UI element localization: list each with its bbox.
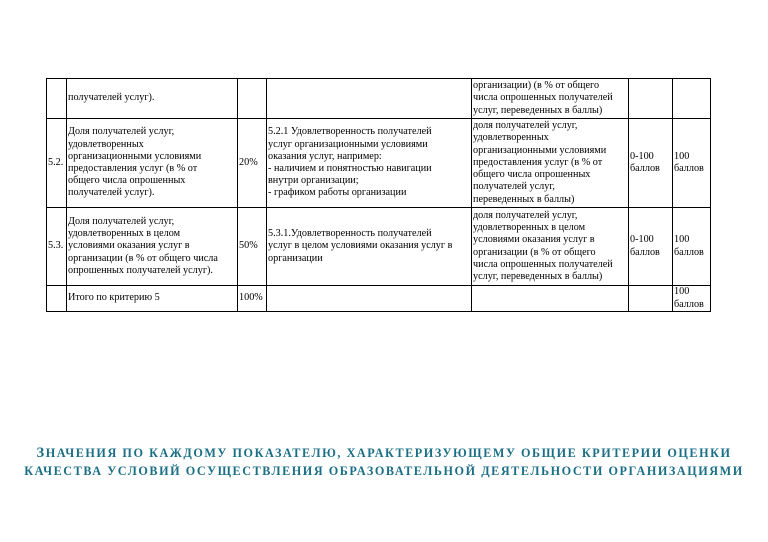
cell-measure: доля получателей услуг, удовлетворенных организационными условиями предоставления услуг (в % от общего числа опрошенных получателей услуг, переведенных в баллы) — [472, 119, 629, 208]
cell-number: 5.3. — [47, 208, 67, 286]
cell-indicator: Доля получателей услуг, удовлетворенных в целом условиями оказания услуг в организации (в % от общего числа опрошенных получателей услуг). — [67, 208, 238, 286]
cell-indicator: получателей услуг). — [67, 79, 238, 119]
cell-number — [47, 286, 67, 312]
cell-max: 100 баллов — [673, 119, 711, 208]
cell-weight: 100% — [238, 286, 267, 312]
cell-number — [47, 79, 67, 119]
table-row-5-2 — [47, 119, 711, 208]
cell-sub-indicator: 5.2.1 Удовлетворенность получателей услуг организационными условиями оказания услуг, например: - наличием и понятностью навигации внутри организации; - графиком работы организации — [267, 119, 472, 208]
section-heading-line-1: ЗНАЧЕНИЯ ПО КАЖДОМУ ПОКАЗАТЕЛЮ, ХАРАКТЕРИЗУЮЩЕМУ ОБЩИЕ КРИТЕРИИ ОЦЕНКИ — [36, 445, 732, 461]
cell-range: 0-100 баллов — [629, 119, 673, 208]
cell-max: 100 баллов — [673, 286, 711, 312]
table-row-continued — [47, 79, 711, 119]
cell-weight — [238, 79, 267, 119]
cell-sub-indicator — [267, 286, 472, 312]
section-heading-line-2: КАЧЕСТВА УСЛОВИЙ ОСУЩЕСТВЛЕНИЯ ОБРАЗОВАТЕЛЬНОЙ ДЕЯТЕЛЬНОСТИ ОРГАНИЗАЦИЯМИ — [24, 464, 744, 478]
cell-range — [629, 79, 673, 119]
section-heading — [0, 444, 768, 480]
cell-range — [629, 286, 673, 312]
cell-sub-indicator: 5.3.1.Удовлетворенность получателей услуг в целом условиями оказания услуг в организации — [267, 208, 472, 286]
table-row-total — [47, 286, 711, 312]
cell-max: 100 баллов — [673, 208, 711, 286]
cell-weight: 20% — [238, 119, 267, 208]
cell-max — [673, 79, 711, 119]
cell-measure: доля получателей услуг, удовлетворенных в целом условиями оказания услуг в организации (в % от общего числа опрошенных получателей услуг, переведенных в баллы) — [472, 208, 629, 286]
cell-measure — [472, 286, 629, 312]
cell-indicator: Доля получателей услуг, удовлетворенных организационными условиями предоставления услуг (в % от общего числа опрошенных получателей услуг). — [67, 119, 238, 208]
criteria-table — [46, 78, 711, 312]
table-row-5-3 — [47, 208, 711, 286]
cell-total-label: Итого по критерию 5 — [67, 286, 238, 312]
cell-range: 0-100 баллов — [629, 208, 673, 286]
cell-sub-indicator — [267, 79, 472, 119]
cell-measure: организации) (в % от общего числа опрошенных получателей услуг, переведенных в баллы) — [472, 79, 629, 119]
cell-weight: 50% — [238, 208, 267, 286]
cell-number: 5.2. — [47, 119, 67, 208]
